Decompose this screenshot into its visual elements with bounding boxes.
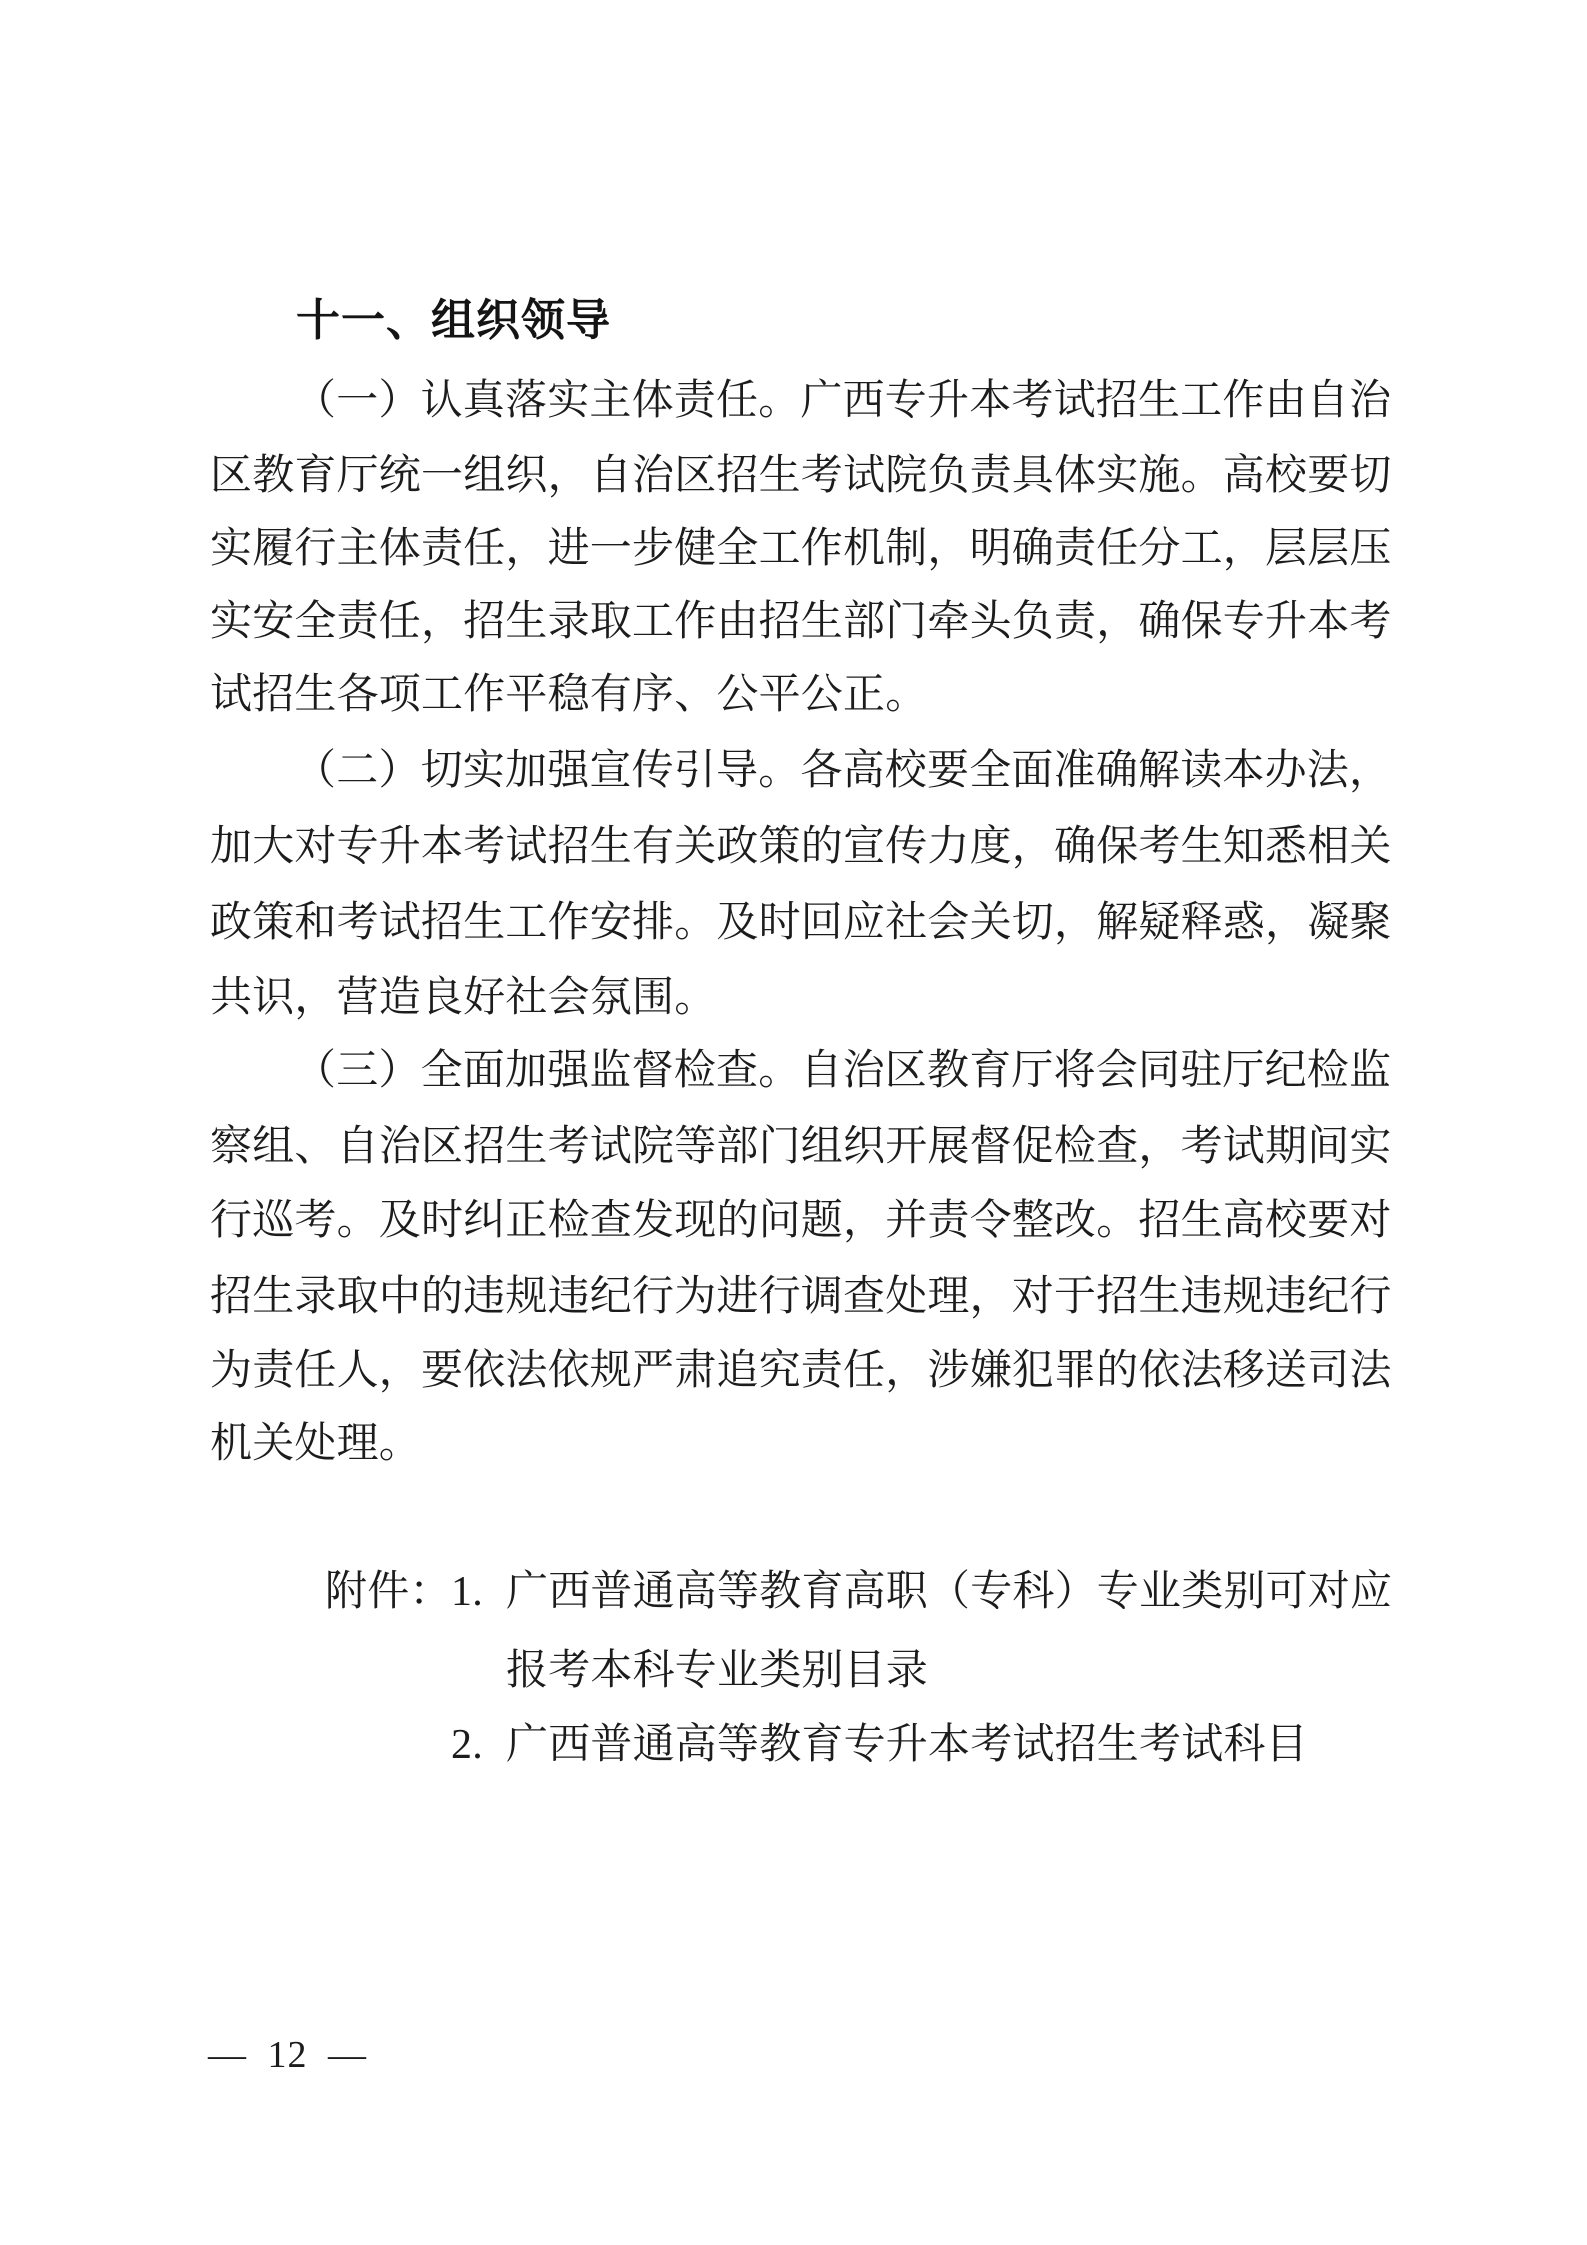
body-line: 察组、自治区招生考试院等部门组织开展督促检查，考试期间实	[210, 1124, 1392, 1170]
body-line: 试招生各项工作平稳有序、公平公正。	[210, 672, 928, 718]
attachment-line	[506, 1650, 928, 1692]
body-line: 区教育厅统一组织，自治区招生考试院负责具体实施。高校要切	[210, 453, 1392, 499]
body-line: 为责任人，要依法依规严肃追究责任，涉嫌犯罪的依法移送司法	[210, 1348, 1392, 1394]
attachment-label: 附件：	[325, 1569, 452, 1615]
body-line: 实履行主体责任，进一步健全工作机制，明确责任分工，层层压	[210, 526, 1392, 572]
body-line: 行巡考。及时纠正检查发现的问题，并责令整改。招生高校要对	[210, 1198, 1392, 1244]
attachment-line	[451, 1724, 1308, 1766]
body-line: （一）认真落实主体责任。广西专升本考试招生工作由自治	[294, 378, 1392, 424]
section-heading: 十一、组织领导	[296, 296, 611, 345]
body-line: 加大对专升本考试招生有关政策的宣传力度，确保考生知悉相关	[210, 824, 1392, 870]
page-number: — 12 —	[208, 2034, 367, 2076]
attachment-line	[325, 1571, 1392, 1613]
body-line: 机关处理。	[210, 1421, 422, 1467]
body-line: 招生录取中的违规违纪行为进行调查处理，对于招生违规违纪行	[210, 1274, 1392, 1320]
attachment-1-text-continued: 报考本科专业类别目录	[506, 1648, 929, 1694]
attachment-2-text: 广西普通高等教育专升本考试招生考试科目	[506, 1722, 1308, 1768]
attachment-1-number: 1.	[451, 1569, 483, 1615]
body-line: 实安全责任，招生录取工作由招生部门牵头负责，确保专升本考	[210, 599, 1392, 645]
body-line: （三）全面加强监督检查。自治区教育厅将会同驻厅纪检监	[294, 1048, 1392, 1094]
body-line: 共识，营造良好社会氛围。	[210, 975, 717, 1021]
attachment-1-text: 广西普通高等教育高职（专科）专业类别可对应	[506, 1569, 1393, 1615]
body-line: 政策和考试招生工作安排。及时回应社会关切，解疑释惑，凝聚	[210, 900, 1392, 946]
attachment-2-number: 2.	[451, 1722, 483, 1768]
body-line: （二）切实加强宣传引导。各高校要全面准确解读本办法，	[294, 748, 1392, 794]
